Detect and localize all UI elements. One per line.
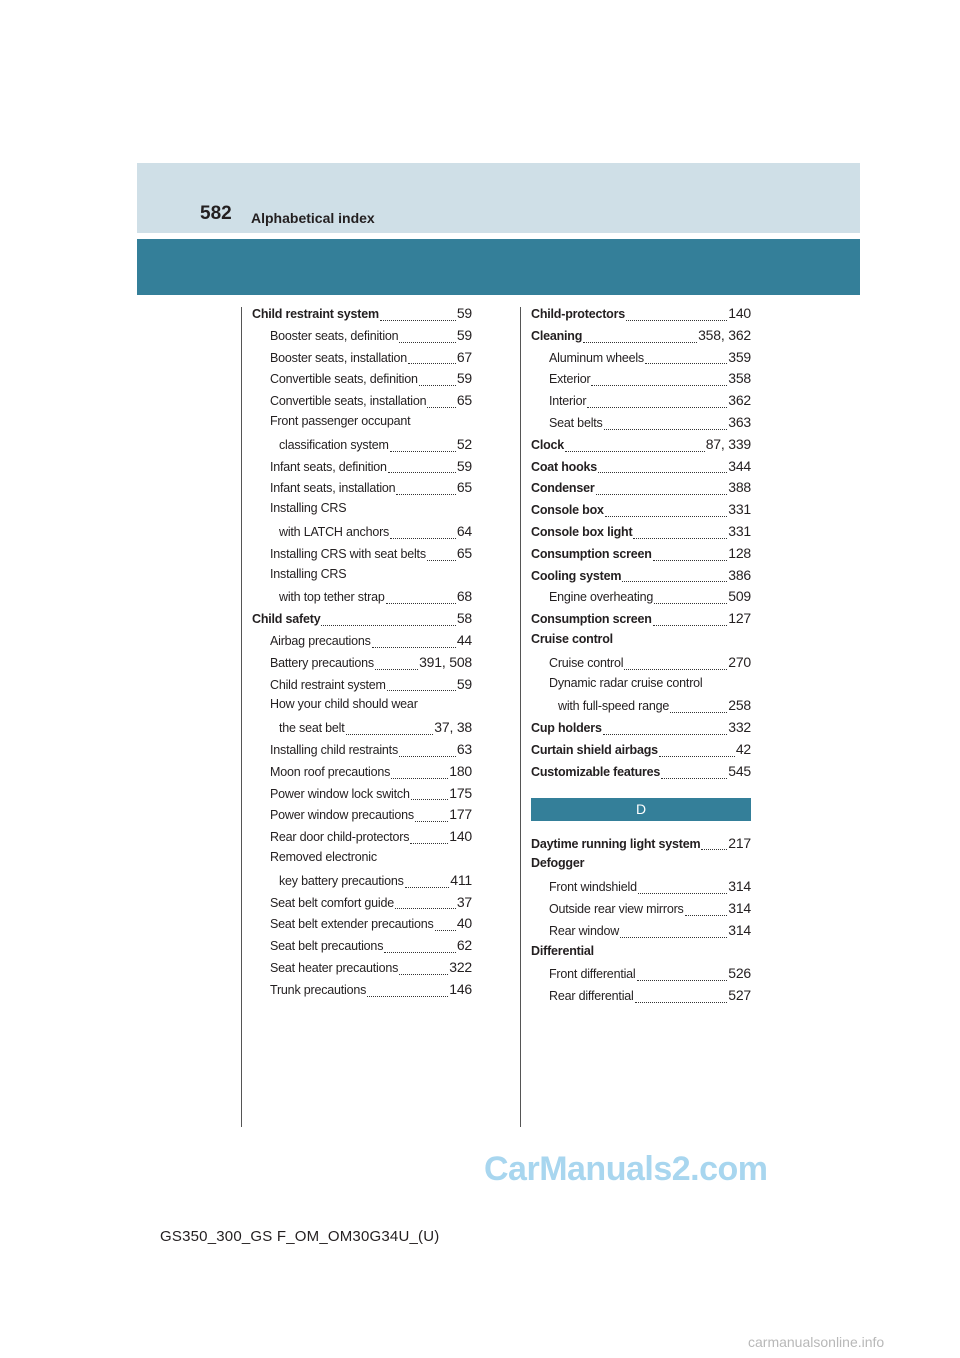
index-entry: [531, 922, 751, 944]
index-entry-page: 59: [456, 457, 472, 474]
index-entry: [252, 588, 472, 610]
index-entry: [252, 414, 472, 436]
right-column-rule: [520, 307, 521, 1127]
dot-leader: [583, 341, 697, 343]
dot-leader: [598, 471, 727, 473]
dot-leader: [638, 892, 727, 894]
index-entry: [531, 436, 751, 458]
index-entry-page: 42: [735, 740, 751, 757]
dot-leader: [654, 602, 727, 604]
index-entry: [531, 370, 751, 392]
index-entry-text: Trunk precautions: [270, 982, 367, 997]
index-entry: [531, 944, 751, 966]
index-entry: [531, 878, 751, 900]
section-header-d: D: [531, 798, 751, 821]
index-entry-text: Infant seats, definition: [270, 459, 387, 474]
dot-leader: [596, 493, 728, 495]
index-entry: [252, 806, 472, 828]
index-entry-page: 217: [728, 834, 751, 851]
index-entry-text: Customizable features: [531, 764, 661, 779]
dot-leader: [633, 537, 727, 539]
index-entry-page: 362: [728, 392, 751, 409]
index-entry: [252, 458, 472, 480]
dot-leader: [427, 406, 455, 408]
index-entry-page: 545: [728, 762, 751, 779]
index-entry-page: 331: [728, 501, 751, 518]
index-entry-text: Clock: [531, 437, 565, 452]
index-entry-text: with LATCH anchors: [279, 524, 390, 539]
index-entry-page: 59: [456, 305, 472, 321]
index-entry-page: 270: [728, 653, 751, 670]
dot-leader: [395, 907, 456, 909]
index-entry-page: 314: [728, 921, 751, 938]
index-entry: [252, 741, 472, 763]
page-title: Alphabetical index: [251, 210, 375, 226]
dot-leader: [384, 951, 456, 953]
dot-leader: [419, 384, 456, 386]
index-entry-page: 332: [728, 719, 751, 736]
index-entry: [252, 785, 472, 807]
index-entry-page: 65: [456, 544, 472, 561]
dot-leader: [427, 559, 456, 561]
dot-leader: [408, 362, 456, 364]
index-entry: [252, 327, 472, 349]
dot-leader: [411, 798, 449, 800]
index-entry-page: 44: [456, 631, 472, 648]
dot-leader: [645, 362, 727, 364]
index-entry-text: Rear door child-protectors: [270, 830, 410, 845]
index-entry: [252, 915, 472, 937]
index-entry-text: Console box light: [531, 524, 633, 539]
index-entry: [531, 900, 751, 922]
index-entry-page: 59: [456, 326, 472, 343]
index-entry: [531, 676, 751, 698]
dot-leader: [415, 820, 448, 822]
index-entry-text: Front passenger occupant: [270, 413, 411, 428]
index-entry-page: 140: [449, 828, 472, 845]
index-entry-page: 358, 362: [698, 326, 751, 343]
dot-leader: [399, 755, 456, 757]
index-entry-page: 127: [728, 610, 751, 627]
dot-leader: [396, 493, 455, 495]
index-entry: [531, 654, 751, 676]
index-entry-text: Seat belt comfort guide: [270, 895, 394, 910]
dot-leader: [387, 689, 456, 691]
dot-leader: [635, 1001, 728, 1003]
index-entry-text: Installing CRS: [270, 501, 347, 516]
index-entry: [531, 414, 751, 436]
index-entry-page: 146: [449, 980, 472, 997]
dot-leader: [346, 733, 434, 735]
index-entry-text: Cleaning: [531, 328, 583, 343]
index-entry: [531, 588, 751, 610]
index-entry-text: Dynamic radar cruise control: [549, 675, 703, 690]
index-entry: [252, 872, 472, 894]
index-entry: [252, 501, 472, 523]
index-entry-text: Cooling system: [531, 568, 622, 583]
index-entry-text: Child restraint system: [270, 677, 386, 692]
dot-leader: [622, 580, 727, 582]
header-dark-band: [137, 239, 860, 295]
dot-leader: [604, 428, 728, 430]
index-entry: [252, 959, 472, 981]
index-entry-text: Console box: [531, 503, 604, 518]
index-entry-text: the seat belt: [279, 721, 345, 736]
index-entry-text: Cruise control: [549, 655, 624, 670]
index-entry-text: Daytime running light system: [531, 836, 701, 851]
dot-leader: [372, 646, 456, 648]
index-entry-text: with full-speed range: [558, 699, 670, 714]
index-entry: [252, 719, 472, 741]
index-entry: [531, 965, 751, 987]
dot-leader: [605, 515, 727, 517]
index-entry-text: Front windshield: [549, 880, 637, 895]
index-entry: [531, 501, 751, 523]
index-entry-page: 37, 38: [434, 719, 472, 736]
index-entry-text: Seat heater precautions: [270, 960, 399, 975]
index-entry-page: 314: [728, 899, 751, 916]
index-entry-text: Seat belt extender precautions: [270, 917, 434, 932]
index-entry-page: 37: [456, 893, 472, 910]
index-entry-page: 40: [456, 915, 472, 932]
index-entry-text: Convertible seats, installation: [270, 394, 427, 409]
index-entry-page: 527: [728, 987, 751, 1004]
index-entry-page: 52: [456, 435, 472, 452]
index-entry-page: 65: [456, 392, 472, 409]
index-entry: [531, 523, 751, 545]
index-entry-text: Differential: [531, 943, 594, 958]
index-entry-page: 63: [456, 740, 472, 757]
dot-leader: [653, 559, 728, 561]
dot-leader: [375, 668, 418, 670]
dot-leader: [624, 668, 727, 670]
index-entry: [531, 719, 751, 741]
index-entry-page: 62: [456, 937, 472, 954]
dot-leader: [701, 848, 727, 850]
index-entry-page: 65: [456, 479, 472, 496]
page-number: 582: [200, 203, 232, 224]
left-column: [252, 305, 472, 1003]
watermark-logo: CarManuals2.com: [484, 1150, 768, 1188]
dot-leader: [380, 319, 456, 321]
dot-leader: [659, 755, 735, 757]
index-entry-page: 58: [456, 610, 472, 627]
index-entry-text: Power window precautions: [270, 808, 414, 823]
dot-leader: [399, 341, 455, 343]
index-entry-page: 59: [456, 675, 472, 692]
index-entry-page: 363: [728, 413, 751, 430]
index-entry: [531, 835, 751, 857]
index-entry-text: Power window lock switch: [270, 786, 410, 801]
index-entry: [531, 327, 751, 349]
header-band: [137, 163, 860, 233]
index-entry-text: Defogger: [531, 856, 585, 871]
index-entry: [252, 610, 472, 632]
index-entry: [531, 479, 751, 501]
index-entry-text: Convertible seats, definition: [270, 372, 418, 387]
index-entry-text: Removed electronic: [270, 849, 377, 864]
index-entry-page: 391, 508: [419, 653, 472, 670]
index-entry-text: Consumption screen: [531, 546, 652, 561]
index-entry-text: key battery precautions: [279, 873, 404, 888]
index-entry-text: Seat belts: [549, 415, 603, 430]
index-entry-page: 344: [728, 457, 751, 474]
index-entry-text: Coat hooks: [531, 459, 598, 474]
dot-leader: [587, 406, 727, 408]
index-entry-text: Installing CRS with seat belts: [270, 546, 426, 561]
index-entry-text: Condenser: [531, 481, 595, 496]
index-entry: [531, 632, 751, 654]
index-entry-page: 175: [449, 784, 472, 801]
index-entry-text: with top tether strap: [279, 590, 385, 605]
index-entry: [252, 981, 472, 1003]
index-entry: [252, 676, 472, 698]
dot-leader: [410, 842, 448, 844]
index-entry-page: 526: [728, 965, 751, 982]
dot-leader: [591, 384, 727, 386]
index-entry: [252, 697, 472, 719]
dot-leader: [603, 733, 728, 735]
dot-leader: [386, 602, 456, 604]
index-entry-page: 358: [728, 370, 751, 387]
index-entry-text: Moon roof precautions: [270, 764, 391, 779]
index-entry-text: Front differential: [549, 967, 636, 982]
index-entry-page: 359: [728, 348, 751, 365]
index-entry: [252, 763, 472, 785]
index-entry: [531, 763, 751, 785]
index-entry-text: How your child should wear: [270, 697, 418, 712]
index-entry-text: Child restraint system: [252, 307, 379, 321]
index-entry-page: 388: [728, 479, 751, 496]
index-entry-text: Battery precautions: [270, 655, 374, 670]
index-entry-text: Airbag precautions: [270, 633, 371, 648]
index-entry: [252, 654, 472, 676]
index-entry-text: Rear window: [549, 923, 620, 938]
dot-leader: [399, 973, 448, 975]
index-entry-page: 509: [728, 588, 751, 605]
index-entry: [531, 305, 751, 327]
index-entry-page: 177: [449, 806, 472, 823]
index-entry-page: 68: [456, 588, 472, 605]
index-entry-text: Interior: [549, 394, 587, 409]
index-entry: [252, 937, 472, 959]
index-entry-text: Cruise control: [531, 631, 613, 646]
index-entry: [252, 567, 472, 589]
index-entry-page: 331: [728, 522, 751, 539]
index-entry: [252, 545, 472, 567]
dot-leader: [626, 319, 727, 321]
dot-leader: [367, 995, 448, 997]
index-entry: [252, 828, 472, 850]
index-entry: [531, 610, 751, 632]
index-entry: [531, 741, 751, 763]
index-entry: [252, 894, 472, 916]
index-entry-text: Seat belt precautions: [270, 939, 384, 954]
watermark-url: carmanualsonline.info: [748, 1334, 885, 1350]
index-entry: [252, 392, 472, 414]
index-entry-text: Installing CRS: [270, 566, 347, 581]
dot-leader: [390, 537, 456, 539]
index-entry: [531, 567, 751, 589]
dot-leader: [565, 450, 705, 452]
dot-leader: [391, 777, 448, 779]
dot-leader: [637, 979, 728, 981]
index-entry: [252, 479, 472, 501]
index-entry-text: Installing child restraints: [270, 742, 398, 757]
index-entry: [252, 523, 472, 545]
index-entry-text: Aluminum wheels: [549, 350, 644, 365]
index-entry-text: Rear differential: [549, 989, 634, 1004]
index-entry-page: 87, 339: [705, 435, 751, 452]
dot-leader: [620, 936, 727, 938]
index-entry-page: 258: [728, 697, 751, 714]
index-entry-page: 180: [449, 762, 472, 779]
index-entry-page: 386: [728, 566, 751, 583]
index-entry-text: Engine overheating: [549, 590, 654, 605]
index-entry-page: 314: [728, 878, 751, 895]
index-entry-text: Child-protectors: [531, 307, 626, 321]
dot-leader: [405, 886, 450, 888]
index-entry: [531, 856, 751, 878]
index-entry: [531, 545, 751, 567]
left-column-rule: [241, 307, 242, 1127]
dot-leader: [661, 777, 727, 779]
dot-leader: [435, 929, 456, 931]
index-entry: [531, 697, 751, 719]
index-entry-text: Outside rear view mirrors: [549, 901, 684, 916]
index-entry-text: Booster seats, installation: [270, 350, 408, 365]
right-column: [531, 305, 751, 1009]
index-entry: [252, 349, 472, 371]
index-entry-page: 64: [456, 522, 472, 539]
index-entry-page: 411: [450, 871, 472, 888]
index-entry-page: 140: [728, 305, 751, 321]
index-entry-text: Curtain shield airbags: [531, 742, 658, 757]
index-entry: [531, 458, 751, 480]
index-entry-text: classification system: [279, 437, 389, 452]
index-entry-page: 322: [449, 958, 472, 975]
index-entry: [252, 850, 472, 872]
footer-doc-code: GS350_300_GS F_OM_OM30G34U_(U): [160, 1228, 440, 1245]
index-entry-text: Cup holders: [531, 721, 602, 736]
index-entry: [252, 436, 472, 458]
index-entry-text: Booster seats, definition: [270, 328, 399, 343]
index-entry-text: Child safety: [252, 612, 321, 627]
dot-leader: [653, 624, 728, 626]
index-entry: [531, 349, 751, 371]
dot-leader: [390, 450, 456, 452]
index-entry-page: 128: [728, 544, 751, 561]
index-entry: [252, 305, 472, 327]
dot-leader: [670, 711, 727, 713]
index-entry-text: Exterior: [549, 372, 591, 387]
index-entry: [252, 370, 472, 392]
index-entry: [531, 392, 751, 414]
dot-leader: [685, 914, 728, 916]
index-entry-page: 67: [456, 348, 472, 365]
dot-leader: [321, 624, 455, 626]
index-entry-text: Infant seats, installation: [270, 481, 396, 496]
index-entry: [531, 987, 751, 1009]
index-entry: [252, 632, 472, 654]
index-entry-page: 59: [456, 370, 472, 387]
dot-leader: [388, 471, 456, 473]
index-entry-text: Consumption screen: [531, 612, 652, 627]
